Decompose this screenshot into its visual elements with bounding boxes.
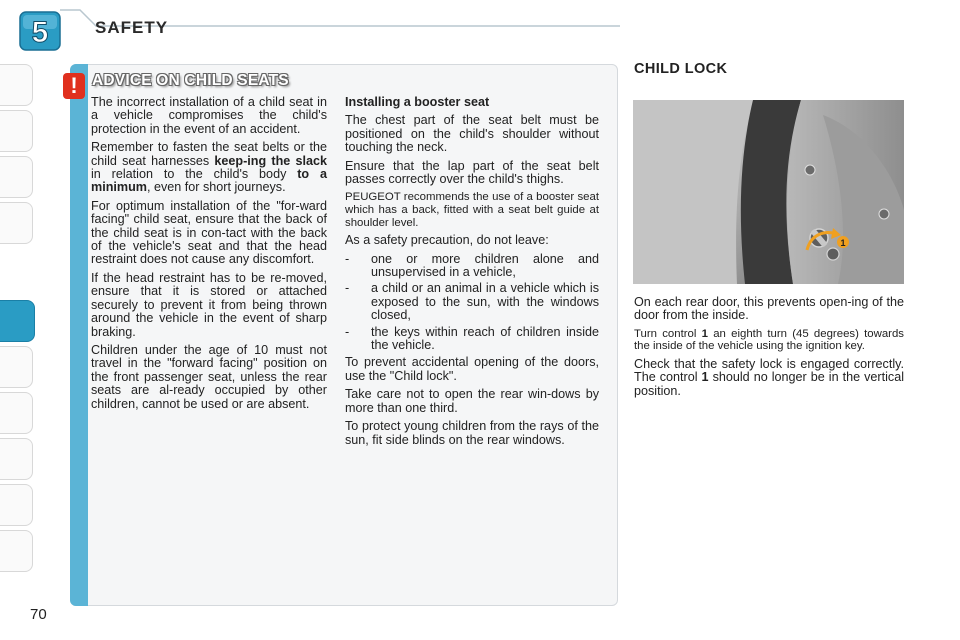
child-lock-paragraph — [634, 328, 904, 353]
advice-paragraph: For optimum installation of the "for-ward facing" child seat, ensure that the back of the child seat is in con-tact with the back of the vehicle's seat and that the head restraint does not cause any discomfort. — [91, 198, 327, 267]
list-marker: - — [345, 251, 350, 266]
chapter-tab-3[interactable] — [0, 156, 33, 198]
list-item — [345, 326, 599, 353]
chapter-tab-1[interactable] — [0, 64, 33, 106]
advice-left-column — [91, 96, 327, 416]
chapter-badge — [18, 10, 62, 52]
list-marker: - — [345, 281, 350, 296]
child-lock-title: CHILD LOCK — [634, 61, 728, 77]
emphasis: 1 — [701, 327, 708, 340]
chapter-tab-4[interactable] — [0, 202, 33, 244]
booster-subheading: Installing a booster seat — [345, 95, 490, 109]
advice-middle-column — [345, 96, 599, 452]
emphasis: keep-ing the slack — [214, 153, 327, 168]
chapter-tab-10[interactable] — [0, 530, 33, 572]
child-lock-paragraph — [634, 358, 904, 398]
emphasis: to a minimum — [91, 167, 327, 195]
page-number: 70 — [30, 606, 47, 623]
advice-paragraph — [91, 141, 327, 195]
chapter-tab-5-active[interactable] — [0, 300, 35, 342]
text-run: in relation to the child's body — [91, 167, 298, 182]
text-run: should no longer be in the vertical position. — [634, 370, 905, 398]
chapter-number: 5 — [31, 16, 49, 49]
advice-paragraph: To prevent accidental opening of the doors, use the "Child lock". — [345, 355, 599, 383]
child-lock-text — [634, 296, 904, 403]
emphasis: 1 — [701, 370, 709, 385]
list-item-text: the keys within reach of children inside the vehicle. — [371, 324, 599, 353]
list-item — [345, 282, 599, 322]
warning-icon: ! — [63, 73, 85, 99]
child-lock-photo — [633, 100, 904, 284]
chapter-tabs — [0, 64, 40, 584]
text-run: Remember to fasten the seat belts or the child seat harnesses — [91, 140, 327, 168]
chapter-tab-8[interactable] — [0, 438, 33, 480]
chapter-tab-9[interactable] — [0, 484, 33, 526]
advice-paragraph: The incorrect installation of a child seat in a vehicle compromises the child's protection in the event of an accident. — [91, 95, 327, 136]
list-item-text: a child or an animal in a vehicle which is exposed to the sun, with the windows closed, — [371, 281, 599, 323]
chapter-title: SAFETY — [95, 18, 169, 37]
advice-panel-stripe — [70, 64, 88, 606]
chapter-tab-2[interactable] — [0, 110, 33, 152]
list-item — [345, 253, 599, 280]
advice-paragraph: The chest part of the seat belt must be positioned on the child's shoulder without touching the neck. — [345, 113, 599, 155]
text-run: Turn control — [634, 327, 702, 340]
do-not-leave-list — [345, 253, 599, 353]
callout-1: 1 — [840, 238, 846, 248]
advice-paragraph: Children under the age of 10 must not travel in the "forward facing" position on the front passenger seat, unless the rear seats are al-ready occupied by other children, cannot be used or are absent. — [91, 342, 327, 411]
list-marker: - — [345, 324, 350, 339]
advice-paragraph: To protect young children from the rays of the sun, fit side blinds on the rear windows. — [345, 419, 599, 447]
text-run: an eighth turn (45 degrees) towards the inside of the vehicle using the ignition key. — [634, 327, 904, 353]
advice-paragraph: Take care not to open the rear win-dows by more than one third. — [345, 387, 599, 415]
advice-paragraph: If the head restraint has to be re-moved, ensure that it is stored or attached securely to prevent it from being thrown around the vehicle in the event of sharp braking. — [91, 270, 327, 339]
advice-title: ADVICE ON CHILD SEATS — [92, 72, 289, 89]
list-item-text: one or more children alone and unsupervised in a vehicle, — [371, 251, 599, 280]
child-lock-paragraph: On each rear door, this prevents open-ing of the door from the inside. — [634, 295, 904, 323]
text-run: , even for short journeys. — [146, 180, 286, 195]
advice-paragraph: As a safety precaution, do not leave: — [345, 233, 549, 248]
text-run: Check that the safety lock is engaged correctly. The control — [634, 357, 904, 385]
advice-paragraph: PEUGEOT recommends the use of a booster seat which has a back, fitted with a seat belt guide at shoulder level. — [345, 191, 599, 229]
chapter-tab-6[interactable] — [0, 346, 33, 388]
chapter-tab-7[interactable] — [0, 392, 33, 434]
advice-paragraph: Ensure that the lap part of the seat belt passes correctly over the child's thighs. — [345, 158, 599, 187]
